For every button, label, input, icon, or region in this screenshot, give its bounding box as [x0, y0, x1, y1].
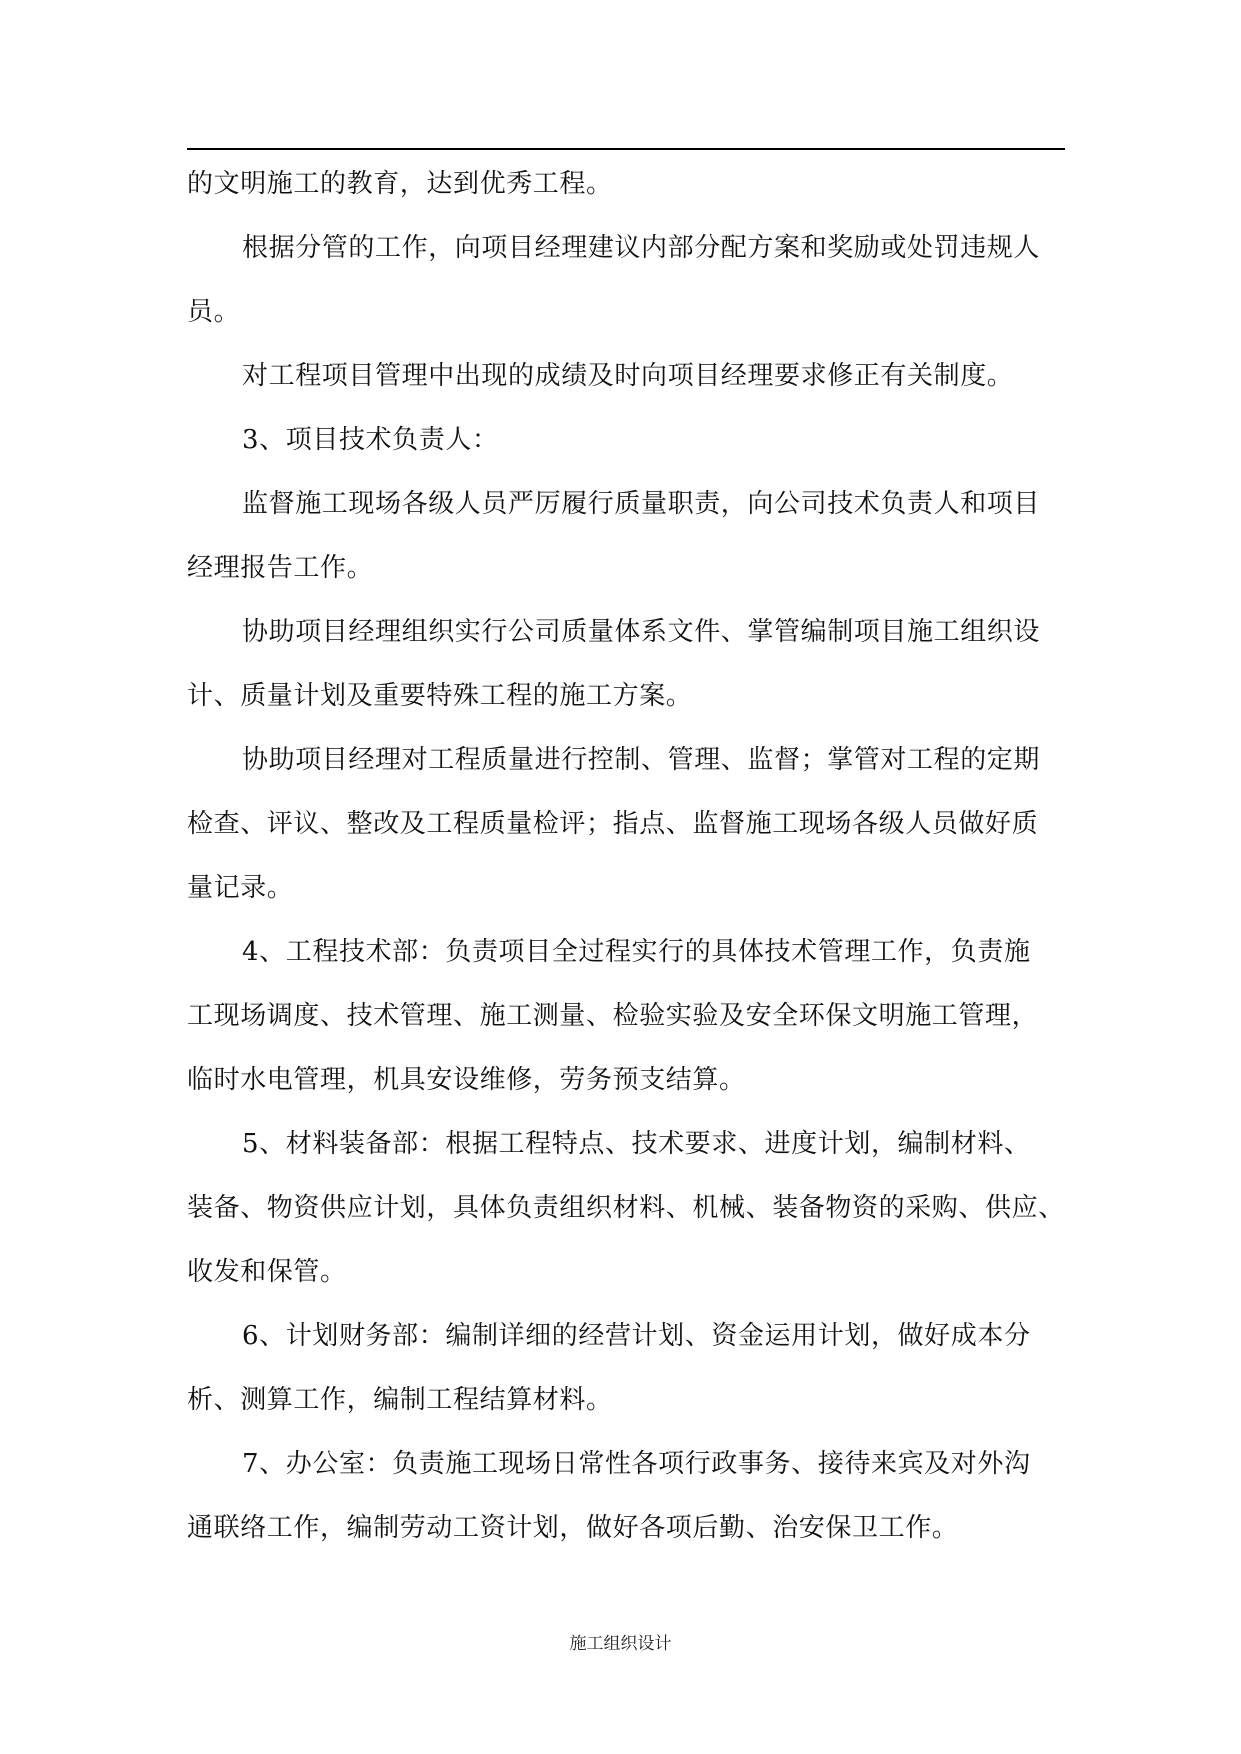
- text-line: 对工程项目管理中出现的成绩及时向项目经理要求修正有关制度。: [242, 361, 1014, 391]
- text-line: 工现场调度、技术管理、施工测量、检验实验及安全环保文明施工管理，: [187, 1001, 1039, 1031]
- text-line: 5、材料装备部：根据工程特点、技术要求、进度计划，编制材料、: [242, 1129, 1031, 1159]
- text-line: 协助项目经理对工程质量进行控制、管理、监督；掌管对工程的定期: [242, 745, 1041, 775]
- text-line: 员。: [187, 297, 241, 327]
- text-line: 装备、物资供应计划，具体负责组织材料、机械、装备物资的采购、供应、: [187, 1193, 1065, 1223]
- text-line: 7、办公室：负责施工现场日常性各项行政事务、接待来宾及对外沟: [242, 1449, 1031, 1479]
- text-line: 收发和保管。: [187, 1257, 347, 1287]
- text-line: 量记录。: [187, 873, 294, 903]
- text-line: 监督施工现场各级人员严厉履行质量职责，向公司技术负责人和项目: [242, 489, 1041, 519]
- text-line: 检查、评议、整改及工程质量检评；指点、监督施工现场各级人员做好质: [187, 809, 1039, 839]
- text-line: 的文明施工的教育，达到优秀工程。: [187, 169, 613, 199]
- text-line: 经理报告工作。: [187, 553, 374, 583]
- text-line: 计、质量计划及重要特殊工程的施工方案。: [187, 681, 693, 711]
- header-rule: [187, 148, 1065, 150]
- text-line: 4、工程技术部：负责项目全过程实行的具体技术管理工作，负责施: [242, 937, 1031, 967]
- section-heading: 3、项目技术负责人：: [242, 425, 499, 455]
- text-line: 根据分管的工作，向项目经理建议内部分配方案和奖励或处罚违规人: [242, 233, 1041, 263]
- text-line: 6、计划财务部：编制详细的经营计划、资金运用计划，做好成本分: [242, 1321, 1031, 1351]
- text-line: 协助项目经理组织实行公司质量体系文件、掌管编制项目施工组织设: [242, 617, 1041, 647]
- text-line: 通联络工作，编制劳动工资计划，做好各项后勤、治安保卫工作。: [187, 1513, 959, 1543]
- document-body: [187, 152, 1067, 1560]
- text-line: 临时水电管理，机具安设维修，劳务预支结算。: [187, 1065, 746, 1095]
- page-footer: 施工组织设计: [569, 1634, 672, 1654]
- text-line: 析、测算工作，编制工程结算材料。: [187, 1385, 613, 1415]
